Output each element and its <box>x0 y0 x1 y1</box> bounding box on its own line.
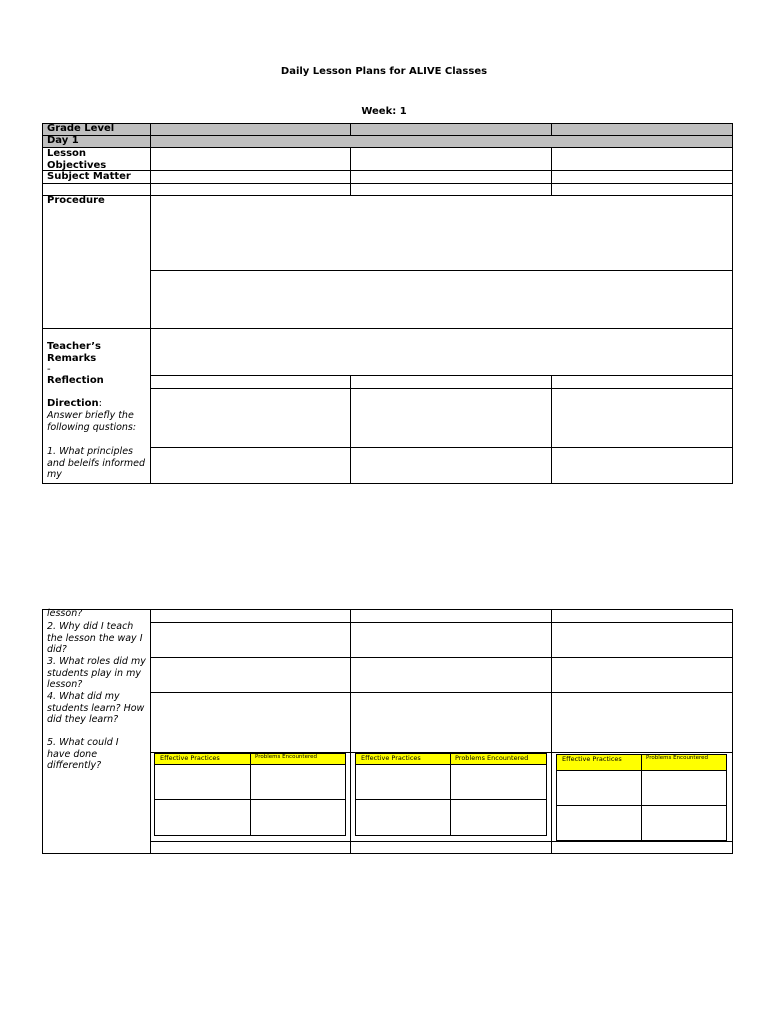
effective-practices-header-3: Effective Practices <box>557 755 641 770</box>
day-label: Day 1 <box>47 135 79 146</box>
direction-label: Direction: <box>47 398 102 409</box>
effective-practices-header-1: Effective Practices <box>155 754 250 764</box>
question-1-part-1: 1. What principles and beleifs informed my <box>47 446 146 480</box>
dash-label: - <box>47 364 51 375</box>
procedure-label: Procedure <box>47 195 105 206</box>
question-4: 4. What did my students learn? How did they learn? <box>47 691 145 725</box>
question-1-part-2: lesson? <box>47 608 83 619</box>
lesson-objectives-label: Lesson Objectives <box>47 148 107 171</box>
week-label: Week: 1 <box>361 106 407 117</box>
reflection-label: Reflection <box>47 375 104 386</box>
question-5: 5. What could I have done differently? <box>47 737 119 771</box>
subject-matter-label: Subject Matter <box>47 171 131 182</box>
teachers-remarks-label: Teacher’s Remarks <box>47 341 101 364</box>
problems-encountered-header-3: Problems Encountered <box>641 755 726 770</box>
page-title: Daily Lesson Plans for ALIVE Classes <box>280 66 488 77</box>
problems-encountered-header-1: Problems Encountered <box>250 754 345 764</box>
direction-text: Answer briefly the following qustions: <box>47 410 137 433</box>
effective-practices-header-2: Effective Practices <box>356 754 450 764</box>
grade-level-label: Grade Level <box>47 123 115 134</box>
problems-encountered-header-2: Problems Encountered <box>450 754 546 764</box>
question-3: 3. What roles did my students play in my lesson? <box>47 656 146 690</box>
question-2: 2. Why did I teach the lesson the way I did? <box>47 621 143 655</box>
